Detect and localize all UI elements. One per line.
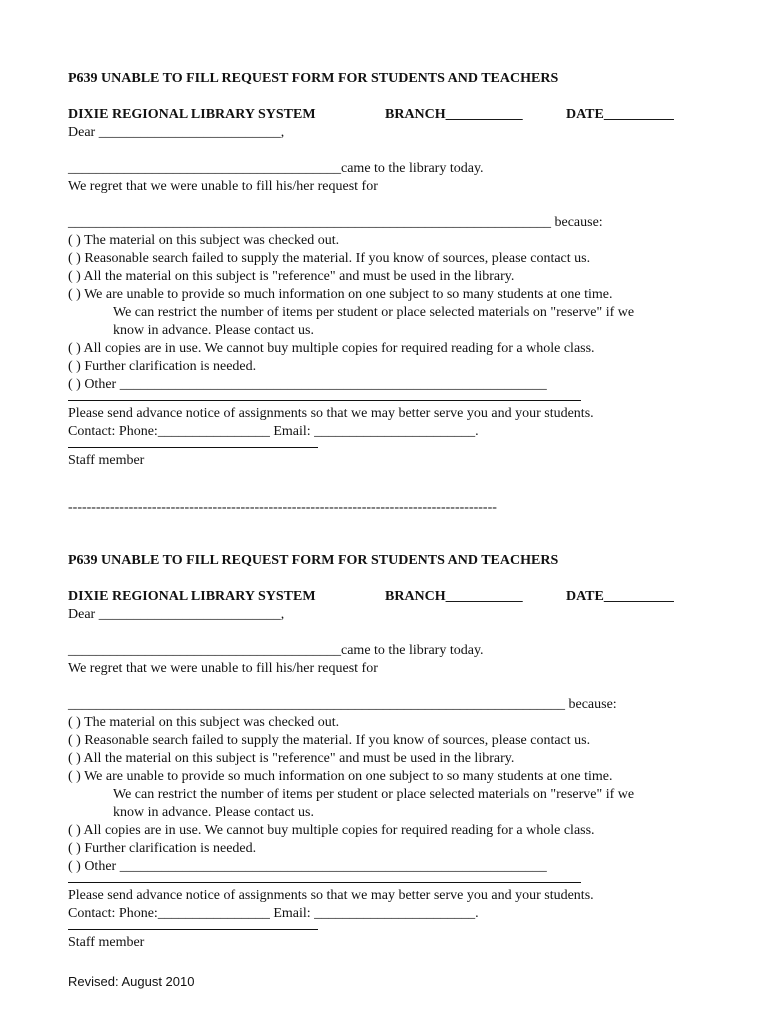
date-field: DATE__________ — [566, 107, 674, 122]
option-too-many-students: ( ) We are unable to provide so much information on one subject to so many students at one time. — [68, 287, 613, 302]
library-row — [68, 106, 708, 124]
option-clarification: ( ) Further clarification is needed. — [68, 841, 257, 856]
form-title: P639 UNABLE TO FILL REQUEST FORM FOR STUDENTS AND TEACHERS — [68, 71, 559, 86]
library-name: DIXIE REGIONAL LIBRARY SYSTEM — [68, 107, 316, 122]
option-search-failed: ( ) Reasonable search failed to supply the material. If you know of sources, please contact us. — [68, 251, 591, 266]
revision-footer: Revised: August 2010 — [68, 974, 195, 989]
branch-field: BRANCH___________ — [385, 589, 523, 604]
restrict-line-1: We can restrict the number of items per student or place selected materials on "reserve" if we — [113, 305, 635, 320]
option-clarification: ( ) Further clarification is needed. — [68, 359, 257, 374]
option-too-many-students: ( ) We are unable to provide so much information on one subject to so many students at one time. — [68, 769, 613, 784]
cut-line: -------------------------------------------------------------------------------------------- — [68, 500, 497, 515]
because-line: _______________________________________________________________________ because: — [68, 697, 617, 712]
came-line: _______________________________________came to the library today. — [68, 643, 484, 658]
restrict-line-1: We can restrict the number of items per student or place selected materials on "reserve" if we — [113, 787, 635, 802]
dear-line: Dear __________________________, — [68, 125, 285, 140]
option-reference: ( ) All the material on this subject is "reference" and must be used in the library. — [68, 751, 515, 766]
library-name: DIXIE REGIONAL LIBRARY SYSTEM — [68, 589, 316, 604]
option-search-failed: ( ) Reasonable search failed to supply the material. If you know of sources, please contact us. — [68, 733, 591, 748]
advance-notice: Please send advance notice of assignments so that we may better serve you and your students. — [68, 888, 594, 903]
option-copies-in-use: ( ) All copies are in use. We cannot buy multiple copies for required reading for a whole class. — [68, 823, 595, 838]
library-row — [68, 588, 708, 606]
option-checked-out: ( ) The material on this subject was checked out. — [68, 715, 340, 730]
option-other: ( ) Other _____________________________________________________________ — [68, 377, 547, 392]
blank-rule — [68, 400, 581, 401]
restrict-line-2: know in advance. Please contact us. — [113, 805, 314, 820]
signature-rule — [68, 929, 318, 930]
staff-member-label: Staff member — [68, 935, 145, 950]
option-checked-out: ( ) The material on this subject was checked out. — [68, 233, 340, 248]
advance-notice: Please send advance notice of assignments so that we may better serve you and your students. — [68, 406, 594, 421]
blank-rule — [68, 882, 581, 883]
contact-line: Contact: Phone:________________ Email: _______________________. — [68, 906, 479, 921]
restrict-line-2: know in advance. Please contact us. — [113, 323, 314, 338]
request-form-top — [68, 70, 708, 470]
form-title: P639 UNABLE TO FILL REQUEST FORM FOR STUDENTS AND TEACHERS — [68, 553, 559, 568]
regret-line: We regret that we were unable to fill his/her request for — [68, 179, 378, 194]
staff-member-label: Staff member — [68, 453, 145, 468]
date-field: DATE__________ — [566, 589, 674, 604]
option-other: ( ) Other _____________________________________________________________ — [68, 859, 547, 874]
contact-line: Contact: Phone:________________ Email: _______________________. — [68, 424, 479, 439]
signature-rule — [68, 447, 318, 448]
came-line: _______________________________________came to the library today. — [68, 161, 484, 176]
because-line: _____________________________________________________________________ because: — [68, 215, 603, 230]
option-reference: ( ) All the material on this subject is "reference" and must be used in the library. — [68, 269, 515, 284]
option-copies-in-use: ( ) All copies are in use. We cannot buy multiple copies for required reading for a whole class. — [68, 341, 595, 356]
request-form-bottom — [68, 552, 708, 952]
regret-line: We regret that we were unable to fill his/her request for — [68, 661, 378, 676]
dear-line: Dear __________________________, — [68, 607, 285, 622]
branch-field: BRANCH___________ — [385, 107, 523, 122]
